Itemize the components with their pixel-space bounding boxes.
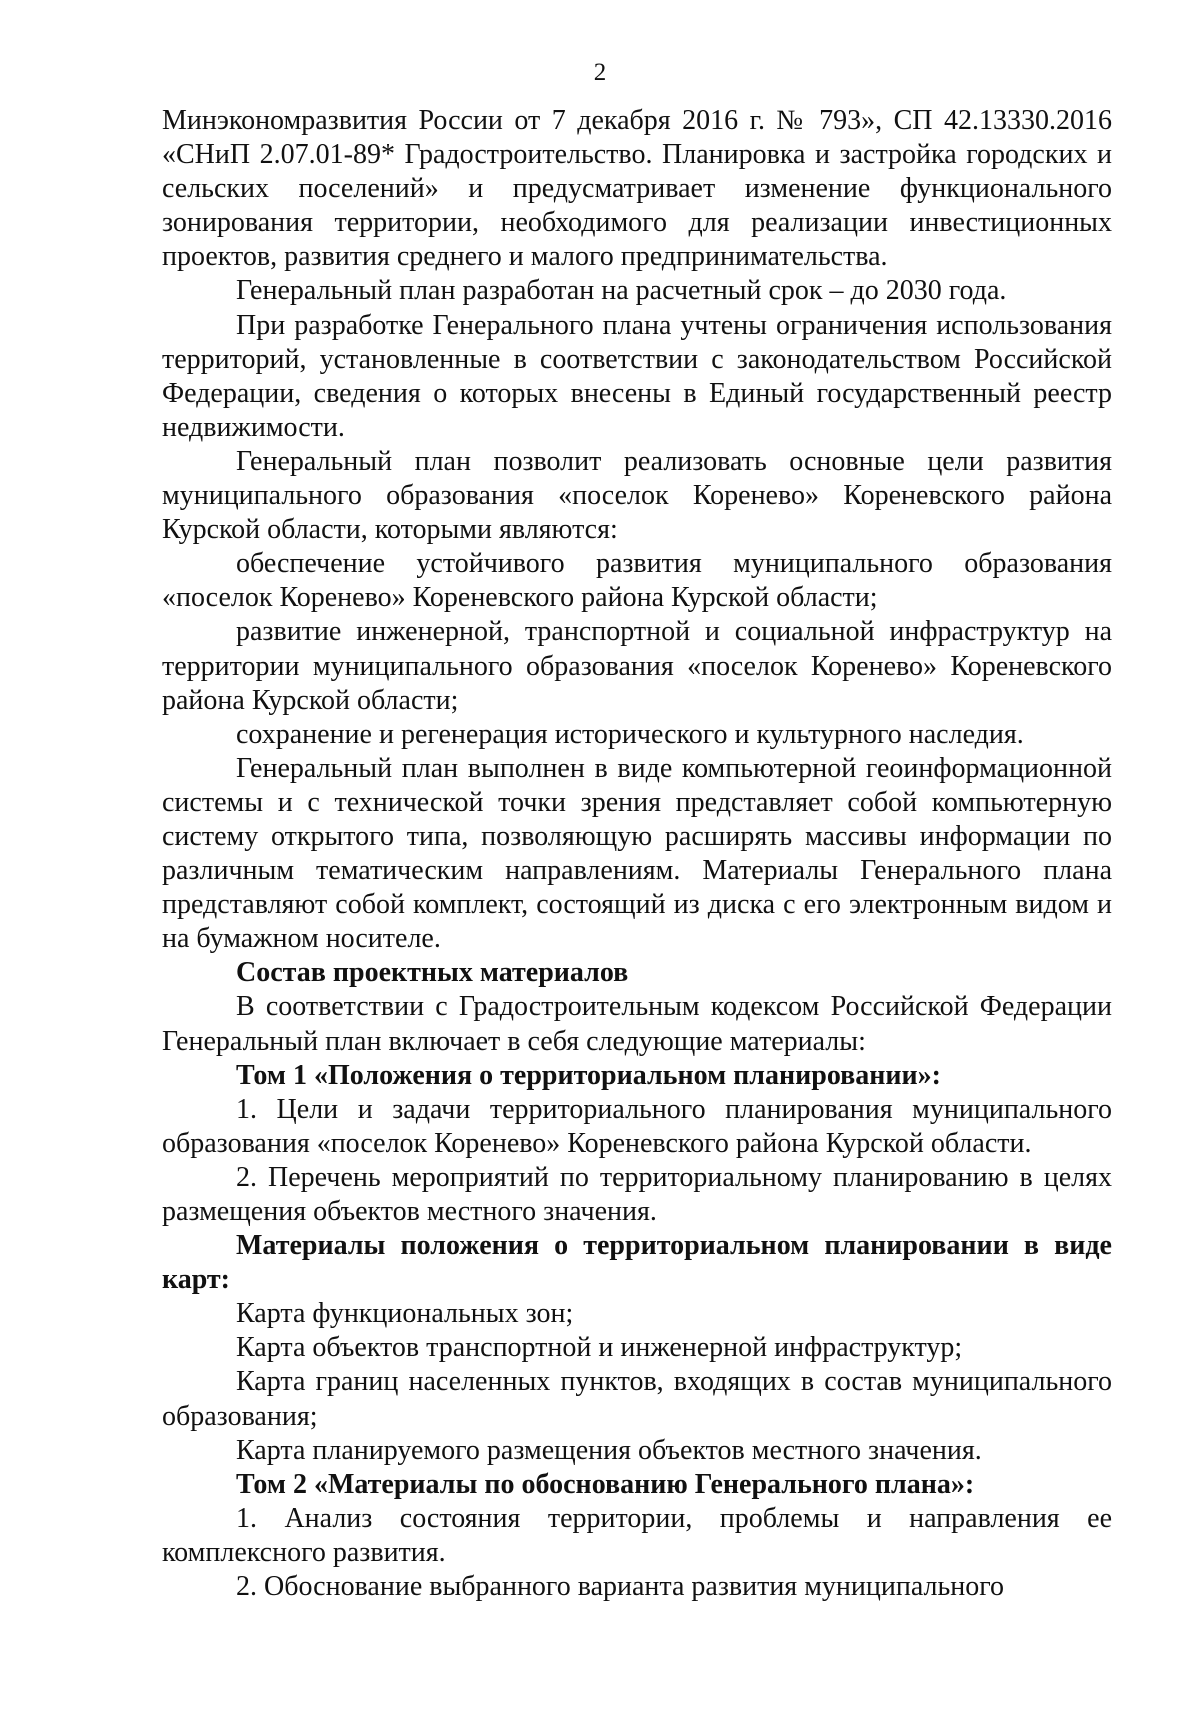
paragraph-goal-sustainable-development: обеспечение устойчивого развития муниципального образования «поселок Коренево» Кореневского района Курской области; [162,548,1112,614]
map-item-settlement-borders: Карта границ населенных пунктов, входящих в состав муниципального образования; [162,1366,1112,1432]
map-item-infrastructure: Карта объектов транспортной и инженерной инфраструктур; [236,1332,963,1364]
maps-heading: Материалы положения о территориальном планировании в виде карт: [162,1230,1112,1296]
document-body [162,104,1112,1604]
paragraph-materials-intro: В соответствии с Градостроительным кодексом Российской Федерации Генеральный план включает в себя следующие материалы: [162,991,1112,1057]
volume-1-item-1: 1. Цели и задачи территориального планирования муниципального образования «поселок Коренево» Кореневского района Курской области. [162,1093,1112,1159]
paragraph-plan-term: Генеральный план разработан на расчетный срок – до 2030 года. [236,275,1007,307]
paragraph-gis-description: Генеральный план выполнен в виде компьютерной геоинформационной системы и с технической точки зрения представляет собой компьютерную систему открытого типа, позволяющую расширять массивы информации по различным тематическим направлениям. Материалы Генерального плана представляют собой комплект, состоящий из диска с его электронным видом и на бумажном носителе. [162,752,1112,955]
page-number: 2 [593,59,607,86]
volume-1-item-2: 2. Перечень мероприятий по территориальному планированию в целях размещения объектов местного значения. [162,1161,1112,1227]
map-item-functional-zones: Карта функциональных зон; [236,1298,574,1330]
paragraph-development-goals: Генеральный план позволит реализовать основные цели развития муниципального образования «поселок Коренево» Кореневского района Курской области, которыми являются: [162,445,1112,546]
paragraph-restrictions: При разработке Генерального плана учтены ограничения использования территорий, установленные в соответствии с законодательством Российской Федерации, сведения о которых внесены в Единый государственный реестр недвижимости. [162,309,1112,443]
paragraph-intro-continuation: Минэкономразвития России от 7 декабря 2016 г. № 793», СП 42.13330.2016 «СНиП 2.07.01-89* Градостроительство. Планировка и застройка городских и сельских поселений» и предусматривает изменение функционального зонирования территории, необходимого для реализации инвестиционных проектов, развития среднего и малого предпринимательства. [162,105,1112,273]
volume-1-heading: Том 1 «Положения о территориальном планировании»: [236,1059,941,1091]
paragraph-goal-heritage: сохранение и регенерация исторического и культурного наследия. [236,718,1024,750]
map-item-local-objects: Карта планируемого размещения объектов местного значения. [236,1434,982,1466]
volume-2-heading: Том 2 «Материалы по обоснованию Генерального плана»: [236,1468,975,1500]
volume-2-item-2: 2. Обоснование выбранного варианта развития муниципального [236,1571,1005,1603]
section-heading-project-materials: Состав проектных материалов [236,957,629,989]
paragraph-goal-infrastructure: развитие инженерной, транспортной и социальной инфраструктур на территории муниципального образования «поселок Коренево» Кореневского района Курской области; [162,616,1112,716]
volume-2-item-1: 1. Анализ состояния территории, проблемы и направления ее комплексного развития. [162,1502,1112,1568]
